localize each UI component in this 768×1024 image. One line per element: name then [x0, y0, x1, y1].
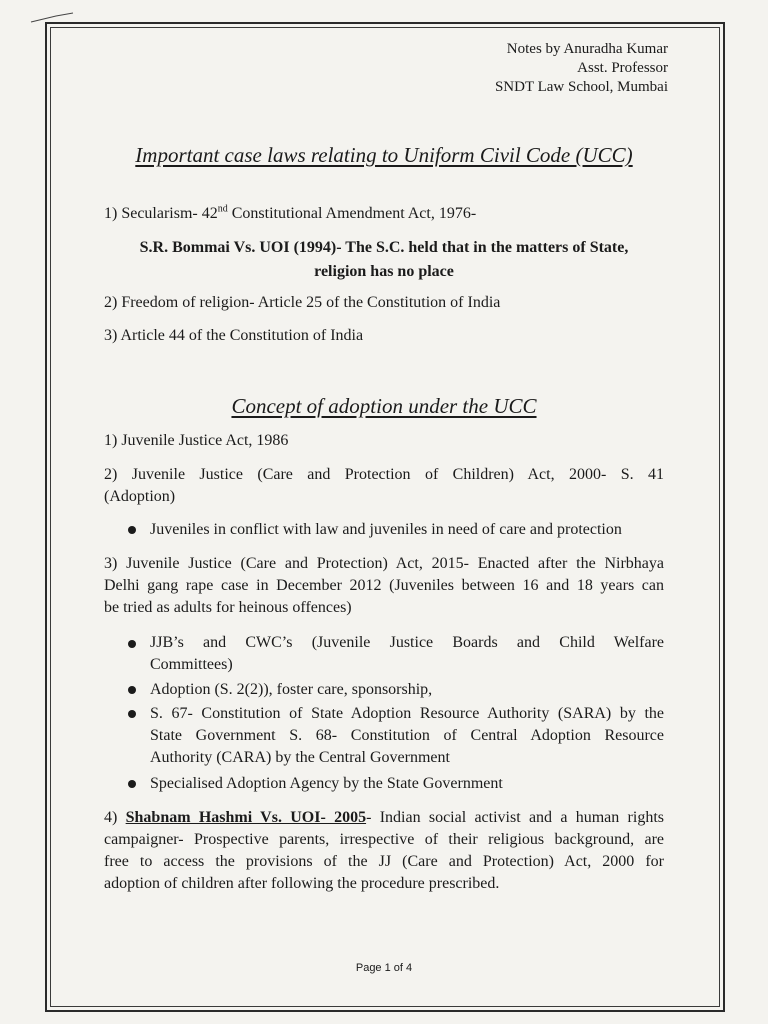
bullet-juveniles: Juveniles in conflict with law and juveniles in need of care and protection	[150, 521, 622, 538]
bullet-adoption: Adoption (S. 2(2)), foster care, sponsorship,	[150, 681, 433, 698]
author-name: Notes by Anuradha Kumar	[506, 41, 668, 57]
item-jja-2000: 2) Juvenile Justice (Care and Protection of Children) Act, 2000- S. 41 (Adoption)	[104, 466, 664, 505]
item-jja-1986: 1) Juvenile Justice Act, 1986	[104, 432, 289, 449]
item-freedom-of-religion: 2) Freedom of religion- Article 25 of the Constitution of India	[104, 294, 501, 311]
author-institution: SNDT Law School, Mumbai	[494, 79, 668, 95]
item-shabnam-hashmi: 4) Shabnam Hashmi Vs. UOI- 2005- Indian social activist and a human rights campaigner- Prospective parents, irrespective of their religious background, are free to access the provisions of the JJ (Care and Protection) Act, 2000 for adoption of children after following the procedure prescribed.	[104, 809, 665, 892]
section-title-ucc-case-laws: Important case laws relating to Uniform Civil Code (UCC)	[135, 143, 633, 167]
bullet-sara-cara: S. 67- Constitution of State Adoption Resource Authority (SARA) by the State Government S. 68- Constitution of Central Adoption Resource Authority (CARA) by the Central Government	[150, 705, 664, 766]
item-article-44: 3) Article 44 of the Constitution of India	[104, 327, 364, 344]
bullet-icon	[128, 710, 136, 718]
bommai-line-2: religion has no place	[314, 263, 454, 280]
bullet-icon	[128, 686, 136, 694]
bommai-line-1: S.R. Bommai Vs. UOI (1994)- The S.C. held that in the matters of State,	[139, 239, 629, 256]
author-designation: Asst. Professor	[577, 60, 668, 76]
bullet-specialised-agency: Specialised Adoption Agency by the State Government	[150, 775, 503, 792]
case-name-shabnam-hashmi: Shabnam Hashmi Vs. UOI- 2005	[125, 809, 367, 826]
bullet-jjb-cwc: JJB’s and CWC’s (Juvenile Justice Boards and Child Welfare Committees)	[150, 634, 664, 673]
author-block	[495, 40, 668, 97]
item-jja-2015: 3) Juvenile Justice (Care and Protection) Act, 2015- Enacted after the Nirbhaya Delhi gang rape case in December 2012 (Juveniles between 16 and 18 years can be tried as adults for heinous offences)	[104, 555, 664, 616]
page-number: Page 1 of 4	[355, 962, 413, 974]
bommai-case	[104, 236, 664, 284]
section-title-adoption: Concept of adoption under the UCC	[231, 394, 537, 418]
bullet-icon	[128, 526, 136, 534]
bullet-icon	[128, 780, 136, 788]
bullet-icon	[128, 640, 136, 648]
item-secularism: 1) Secularism- 42nd Constitutional Amendment Act, 1976-	[104, 203, 477, 222]
